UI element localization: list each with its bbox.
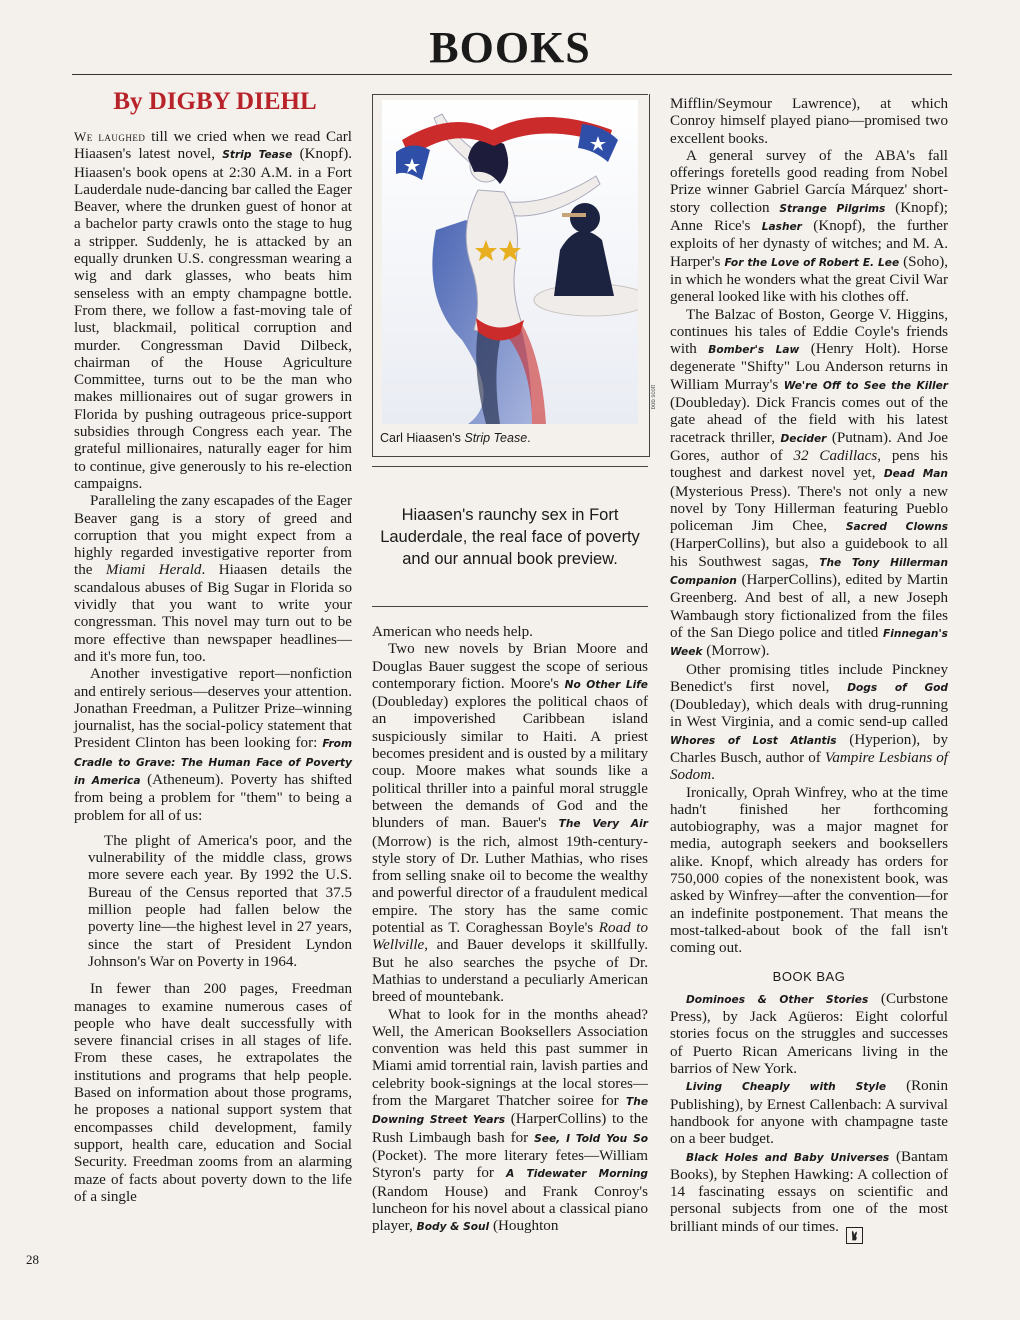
paragraph: Ironically, Oprah Winfrey, who at the time hadn't finished her forthcoming autobiography, was a major magnet for media, autograph seekers and booksellers alike. Knopf, which already has orders for 750,000 copies of the nonexistent book, was asked by Winfrey—after the convention—for an indefinite postponement. That means the most-talked-about book of the fall isn't coming out. [670, 784, 948, 957]
paragraph: What to look for in the months ahead? Well, the American Booksellers Association convention was held this past summer in Miami amid torrential rain, lavish parties and celebrity book-signings at the local stores—from the Margaret Thatcher soiree for The Downing Street Years (HarperCollins) to the Rush Limbaugh bash for See, I Told You So (Pocket). The more literary fetes—William Styron's party for A Tidewater Morning (Random House) and Frank Conroy's luncheon for his novel about a classical piano player, Body & Soul (Houghton [372, 1006, 649, 1235]
book-title: Strip Tease [222, 149, 293, 162]
paragraph: In fewer than 200 pages, Freedman manages to examine numerous cases of people who have dealt successfully with severe financial crises in all stages of life. From these cases, he extrapolates the institutions and programs that help people. Based on information about those programs, he proposes a national support system that encompasses child development, family support, health care, education and Social Security. Freedman zooms from an alarming maze of facts about poverty down to the life of a single [74, 981, 352, 1205]
paragraph: A general survey of the ABA's fall offerings foretells good reading from Nobel Prize winner Gabriel García Márquez' short-story collection Strange Pilgrims (Knopf); Anne Rice's Lasher (Knopf), the further exploits of her dynasty of witches; and M. A. Harper's For the Love of Robert E. Lee (Soho), in which he wonders what the great Civil War general looked like with his clothes off. [670, 147, 949, 306]
rabbit-head-icon [846, 1227, 863, 1244]
book-title: Dogs of God [847, 681, 948, 694]
book-title: Strange Pilgrims [779, 202, 886, 215]
paragraph: Mifflin/Seymour Lawrence), at which Conroy himself played piano—promised two excellent books. [670, 96, 948, 147]
page-number: 28 [26, 1252, 39, 1267]
book-bag-item: Black Holes and Baby Universes (Bantam Books), by Stephen Hawking: A collection of 14 fascinating essays on scientific and personal subjects from one of the most brilliant minds of our times. [670, 1148, 948, 1235]
book-title: Living Cheaply with Style [686, 1081, 887, 1094]
book-title: Black Holes and Baby Universes [686, 1151, 890, 1164]
byline: By DIGBY DIEHL [113, 88, 317, 115]
book-title: We're Off to See the Killer [783, 379, 948, 392]
book-title: Body & Soul [416, 1221, 490, 1234]
book-bag-heading: BOOK BAG [772, 968, 846, 984]
section-title: BOOKS [429, 23, 591, 72]
book-title: See, I Told You So [534, 1132, 649, 1145]
book-bag-item: Living Cheaply with Style (Ronin Publishing), by Ernest Callenbach: A survival handbook for anyone with champagne taste on a beer budget. [670, 1078, 948, 1148]
book-title: Bomber's Law [708, 344, 800, 357]
book-title: The Downing Street Years [372, 1096, 648, 1127]
article-column-2 [372, 624, 648, 1236]
illustration-credit: bob scott [651, 385, 657, 410]
paragraph: Two new novels by Brian Moore and Douglas Bauer suggest the scope of serious contemporary fiction. Moore's No Other Life (Doubleday) explores the political chaos of an impoverished Caribbean island suspiciously similar to Haiti. A priest becomes president and is ousted by a military coup. Moore makes what sounds like a political thriller into a painful moral struggle between the demands of God and the blunders of man. Bauer's The Very Air (Morrow) is the rich, almost 19th-century-style story of Dr. Luther Mathias, who rises from selling snake oil to become the wealthy and powerful director of a fraudulent medical empire. The story has the same comic potential as T. Coraghessan Boyle's Road to Wellville, and Bauer develops it skillfully. But he also searches the psyche of Dr. Mathias to understand a peculiarly American breed of mountebank. [372, 641, 649, 1006]
paragraph: The Balzac of Boston, George V. Higgins, continues his tales of Eddie Coyle's friends with Bomber's Law (Henry Holt). Horse degenerate "Shifty" Lou Anderson returns in William Murray's We're Off to See the Killer (Doubleday). Dick Francis comes out of the gate ahead of the field with his latest racetrack thriller, Decider (Putnam). And Joe Gores, author of 32 Cadillacs, pens his toughest and darkest novel yet, Dead Man (Mysterious Press). There's not only a new novel by Tony Hillerman featuring Pueblo policeman Jim Chee, Sacred Clowns (HarperCollins), but also a guidebook to all his Southwest sagas, The Tony Hillerman Companion (HarperCollins), edited by Martin Greenberg. And best of all, a new Joseph Wambaugh story fictionalized from the files of the San Diego police and titled Finnegan's Week (Morrow). [670, 306, 949, 660]
article-column-1 [74, 128, 352, 1206]
deck-bottom-rule [372, 606, 648, 607]
book-title: Dead Man [883, 468, 948, 481]
book-title: Lasher [761, 221, 802, 234]
book-title: From Cradle to Grave: The Human Face of Poverty in America [74, 738, 352, 787]
book-title: Finnegan's Week [670, 627, 948, 659]
book-title: No Other Life [564, 678, 648, 691]
book-title: Decider [780, 432, 827, 445]
paragraph: Other promising titles include Pinckney Benedict's first novel, Dogs of God (Doubleday), which deals with drug-running in West Virginia, and a comic send-up called Whores of Lost Atlantis (Hyperion), by Charles Busch, author of Vampire Lesbians of Sodom. [670, 661, 949, 784]
book-title: Whores of Lost Atlantis [670, 734, 837, 747]
illustration-caption: Carl Hiaasen's Strip Tease. [380, 431, 531, 445]
paragraph: We laughed till we cried when we read Carl Hiaasen's latest novel, Strip Tease (Knopf). Hiaasen's book opens at 2:30 A.M. in a Fort Lauderdale nude-dancing bar called the Eager Beaver, where the drunken guest of honor at a bachelor party crawls onto the stage to hug a stripper. Suddenly, he is attacked by an equally drunken U.S. congressman wearing a wig and dark glasses, who beats him senseless with an empty champagne bottle. From there, we follow a fast-moving tale of lust, blackmail, political corruption and murder. Congressman David Dilbeck, chairman of the House Agriculture Committee, turns out to be the man who makes millionaires out of sugar growers in Florida by pushing outrageous price-support subsidies through Congress each year. The grateful millionaires, naturally eager for him to continue, give generously to his re-election campaigns. [74, 129, 352, 492]
book-title: The Very Air [558, 818, 648, 831]
paragraph: American who needs help. [372, 624, 533, 640]
book-title: Sacred Clowns [845, 521, 949, 534]
block-quote: The plight of America's poor, and the vulnerability of the middle class, grows more severe each year. By 1992 the U.S. Bureau of the Census reported that 37.5 million people had fallen below the poverty line—the highest level in 27 years, since the start of President Lyndon Johnson's War on Poverty in 1964. [88, 832, 352, 970]
book-title: The Tony Hillerman Companion [670, 556, 948, 588]
deck-top-rule [372, 466, 648, 467]
book-title: For the Love of Robert E. Lee [724, 256, 900, 269]
book-title: A Tidewater Morning [506, 1168, 648, 1181]
dancer-illustration [382, 100, 638, 424]
book-title: Dominoes & Other Stories [686, 993, 869, 1006]
book-bag-item: Dominoes & Other Stories (Curbstone Press), by Jack Agüeros: Eight colorful stories focus on the struggles and successes of Puerto Rican Americans living in the barrios of New York. [670, 990, 948, 1078]
paragraph: Another investigative report—nonfiction and entirely serious—deserves your attention. Jonathan Freedman, a Pulitzer Prize–winning journalist, has the social-policy statement that President Clinton has been looking for: From Cradle to Grave: The Human Face of Poverty in America (Atheneum). Poverty has shifted from being a problem for "them" to being a problem for all of us: [74, 666, 352, 824]
article-deck: Hiaasen's raunchy sex in Fort Lauderdale, the real face of poverty and our annual book preview. [380, 506, 640, 568]
header-rule [72, 74, 952, 75]
paragraph: Paralleling the zany escapades of the Eager Beaver gang is a story of greed and corruption that you might expect from a highly regarded investigative reporter from the Miami Herald. Hiaasen details the scandalous abuses of Big Sugar in Florida so vividly that you want to write your congressman. This novel may turn out to be more effective than newspaper headlines—and it's more fun, too. [74, 493, 352, 665]
article-column-3 [670, 96, 948, 1236]
